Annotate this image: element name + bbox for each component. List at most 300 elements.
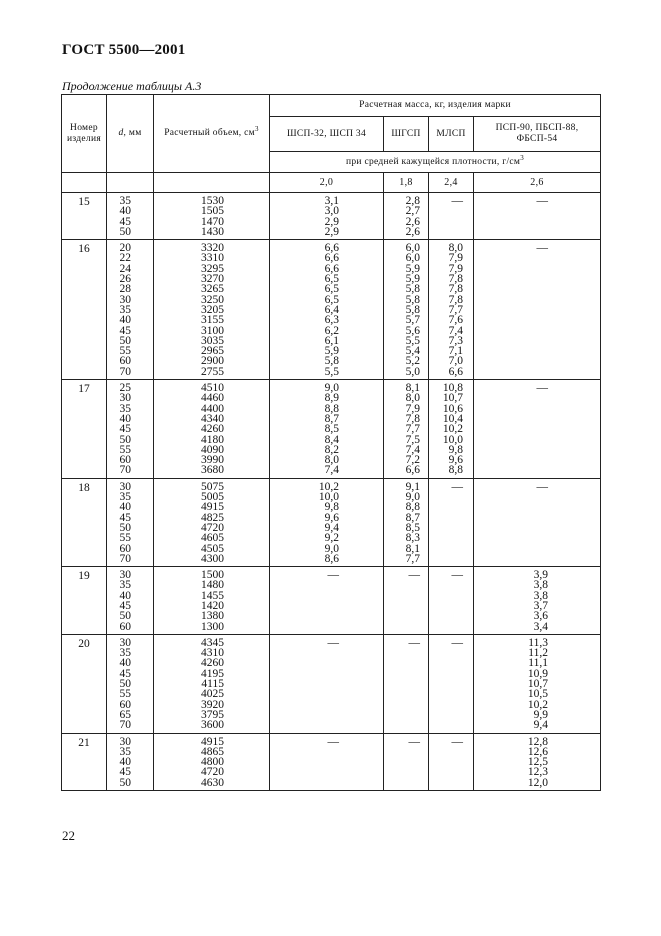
- diameter-value: 50: [119, 776, 131, 789]
- diameter-value: 35: [119, 647, 131, 660]
- volume-value: 4090: [201, 443, 224, 456]
- volume-value: 5075: [201, 480, 224, 493]
- volume-value: 4195: [201, 667, 224, 680]
- header-density: [270, 152, 601, 173]
- mass-shgsp-value: 5,9: [405, 262, 420, 275]
- mass-mlsp-value: —: [451, 636, 463, 649]
- mass-shsp-value: 9,0: [324, 542, 339, 555]
- table-row: [62, 193, 601, 240]
- mass-mlsp-cell: [429, 380, 474, 479]
- mass-mlsp-value: —: [451, 480, 463, 493]
- diameter-value: 35: [119, 195, 131, 207]
- mass-shgsp-value: 7,9: [405, 402, 420, 415]
- volume-cell: [154, 478, 270, 566]
- mass-shsp-value: 7,4: [324, 464, 339, 477]
- mass-mlsp-value: 7,4: [448, 324, 463, 337]
- mass-shgsp-value: 8,8: [405, 501, 420, 514]
- volume-value: 1480: [201, 579, 224, 592]
- diameter-value: 24: [119, 262, 131, 275]
- header-density-2: 1,8: [384, 173, 429, 193]
- volume-value: 3155: [201, 314, 224, 327]
- mass-mlsp-value: 9,6: [448, 454, 463, 467]
- mass-shgsp-value: 8,1: [405, 542, 420, 555]
- volume-cell: [154, 193, 270, 240]
- header-density-4: 2,6: [474, 173, 601, 193]
- mass-shsp-cell: [270, 733, 384, 790]
- volume-value: 4115: [201, 678, 224, 691]
- header-empty-2: [107, 173, 154, 193]
- diameter-value: 70: [119, 719, 131, 732]
- mass-shsp-value: 6,6: [324, 242, 339, 255]
- volume-cell: [154, 634, 270, 733]
- mass-psp-value: —: [536, 242, 548, 255]
- diameter-value: 60: [119, 620, 131, 633]
- header-density-1: 2,0: [270, 173, 384, 193]
- mass-mlsp-value: 9,8: [448, 443, 463, 456]
- mass-shgsp-value: 5,9: [405, 273, 420, 286]
- mass-psp-value: 12,3: [527, 766, 548, 779]
- mass-shsp-value: 8,7: [324, 412, 339, 425]
- mass-shgsp-value: 8,1: [405, 382, 420, 395]
- mass-mlsp-cell: [429, 193, 474, 240]
- page-number: 22: [62, 828, 75, 843]
- header-d: [107, 95, 154, 173]
- mass-shgsp-cell: [384, 478, 429, 566]
- diameter-value: 50: [119, 521, 131, 534]
- mass-shsp-value: 6,2: [324, 324, 339, 337]
- mass-mlsp-cell: [429, 240, 474, 380]
- mass-shgsp-value: 9,1: [405, 480, 420, 493]
- mass-shsp-value: 8,5: [324, 423, 339, 436]
- diameter-cell: [107, 634, 154, 733]
- diameter-value: 28: [119, 283, 131, 296]
- mass-shsp-value: 9,2: [324, 532, 339, 545]
- mass-shsp-value: 6,1: [324, 334, 339, 347]
- diameter-cell: [107, 567, 154, 635]
- mass-shgsp-value: 9,0: [405, 491, 420, 504]
- mass-mlsp-value: 10,8: [442, 382, 463, 395]
- diameter-value: 20: [119, 242, 131, 255]
- mass-shgsp-value: 5,8: [405, 303, 420, 316]
- diameter-value: 50: [119, 433, 131, 446]
- mass-shsp-value: 8,2: [324, 443, 339, 456]
- volume-value: 4310: [201, 647, 224, 660]
- mass-shsp-value: 9,6: [324, 511, 339, 524]
- product-number: 21: [62, 733, 107, 790]
- mass-shgsp-value: 7,7: [405, 552, 420, 565]
- mass-psp-value: 11,2: [528, 647, 548, 660]
- mass-mlsp-value: 7,8: [448, 293, 463, 306]
- header-brand-1: ШСП-32, ШСП 34: [270, 117, 384, 152]
- diameter-cell: [107, 733, 154, 790]
- diameter-value: 55: [119, 688, 131, 701]
- mass-mlsp-value: 7,7: [448, 303, 463, 316]
- mass-mlsp-value: 8,8: [448, 464, 463, 477]
- mass-shgsp-value: 5,2: [405, 355, 420, 368]
- volume-value: 4915: [201, 735, 224, 748]
- mass-shgsp-cell: [384, 634, 429, 733]
- header-volume-sup: 3: [254, 124, 259, 133]
- diameter-value: 30: [119, 569, 131, 582]
- volume-value: 4505: [201, 542, 224, 555]
- diameter-value: 35: [119, 402, 131, 415]
- mass-psp-value: 9,9: [533, 708, 548, 721]
- diameter-cell: [107, 193, 154, 240]
- table-row: [62, 478, 601, 566]
- mass-psp-value: 3,7: [533, 599, 548, 612]
- product-group: [62, 634, 601, 733]
- volume-value: 4300: [201, 552, 224, 565]
- mass-psp-value: 3,9: [533, 569, 548, 582]
- mass-shgsp-value: 5,5: [405, 334, 420, 347]
- mass-shgsp-value: 5,4: [405, 345, 420, 358]
- mass-shsp-cell: [270, 634, 384, 733]
- mass-shsp-value: 6,5: [324, 293, 339, 306]
- diameter-value: 50: [119, 334, 131, 347]
- mass-shsp-cell: [270, 240, 384, 380]
- mass-shsp-value: 6,3: [324, 314, 339, 327]
- mass-psp-cell: [474, 240, 601, 380]
- diameter-value: 50: [119, 678, 131, 691]
- product-number: 16: [62, 240, 107, 380]
- mass-psp-value: 11,1: [528, 657, 548, 670]
- mass-mlsp-cell: [429, 634, 474, 733]
- mass-mlsp-value: 10,7: [442, 392, 463, 405]
- diameter-value: 30: [119, 735, 131, 748]
- mass-mlsp-value: 6,6: [448, 365, 463, 378]
- mass-shgsp-value: 2,6: [405, 215, 420, 228]
- volume-value: 1300: [201, 620, 224, 633]
- mass-shgsp-cell: [384, 733, 429, 790]
- mass-mlsp-value: 7,6: [448, 314, 463, 327]
- mass-psp-value: 12,6: [527, 745, 548, 758]
- product-number: 19: [62, 567, 107, 635]
- mass-shsp-value: 5,9: [324, 345, 339, 358]
- mass-shgsp-value: —: [408, 636, 420, 649]
- volume-value: 4025: [201, 688, 224, 701]
- mass-shsp-cell: [270, 478, 384, 566]
- volume-value: 3270: [201, 273, 224, 286]
- volume-value: 3600: [201, 719, 224, 732]
- mass-mlsp-value: 7,8: [448, 273, 463, 286]
- mass-shgsp-cell: [384, 193, 429, 240]
- diameter-value: 60: [119, 454, 131, 467]
- mass-shsp-cell: [270, 567, 384, 635]
- diameter-value: 35: [119, 303, 131, 316]
- table-row: [62, 733, 601, 790]
- mass-shsp-cell: [270, 380, 384, 479]
- volume-value: 4400: [201, 402, 224, 415]
- mass-mlsp-cell: [429, 733, 474, 790]
- product-group: [62, 733, 601, 790]
- diameter-value: 60: [119, 542, 131, 555]
- mass-psp-value: 3,8: [533, 589, 548, 602]
- product-group: [62, 478, 601, 566]
- mass-shsp-value: —: [327, 735, 339, 748]
- diameter-cell: [107, 380, 154, 479]
- mass-shsp-value: 6,6: [324, 262, 339, 275]
- mass-shgsp-value: 2,6: [405, 225, 420, 238]
- diameter-value: 45: [119, 215, 131, 228]
- header-volume: [154, 95, 270, 173]
- mass-shsp-value: 10,0: [318, 491, 339, 504]
- mass-mlsp-value: 7,3: [448, 334, 463, 347]
- diameter-cell: [107, 478, 154, 566]
- table-row: [62, 634, 601, 733]
- diameter-value: 55: [119, 532, 131, 545]
- mass-mlsp-value: —: [451, 195, 463, 207]
- mass-shgsp-value: 6,0: [405, 252, 420, 265]
- diameter-value: 30: [119, 480, 131, 493]
- mass-mlsp-value: 7,1: [448, 345, 463, 358]
- volume-value: 3680: [201, 464, 224, 477]
- mass-mlsp-value: 10,2: [442, 423, 463, 436]
- mass-psp-cell: [474, 380, 601, 479]
- mass-shsp-value: —: [327, 636, 339, 649]
- mass-psp-value: 12,5: [527, 756, 548, 769]
- header-volume-text: Расчетный объем, см: [164, 128, 255, 138]
- volume-value: 4460: [201, 392, 224, 405]
- product-group: [62, 380, 601, 479]
- mass-psp-value: —: [536, 480, 548, 493]
- volume-value: 5005: [201, 491, 224, 504]
- diameter-value: 45: [119, 766, 131, 779]
- mass-mlsp-cell: [429, 567, 474, 635]
- mass-shgsp-value: 8,7: [405, 511, 420, 524]
- diameter-value: 65: [119, 708, 131, 721]
- volume-value: 3035: [201, 334, 224, 347]
- diameter-value: 35: [119, 579, 131, 592]
- volume-value: 4605: [201, 532, 224, 545]
- volume-value: 4720: [201, 766, 224, 779]
- volume-cell: [154, 240, 270, 380]
- volume-value: 3920: [201, 698, 224, 711]
- volume-value: 1470: [201, 215, 224, 228]
- volume-value: 2900: [201, 355, 224, 368]
- mass-shsp-value: 6,4: [324, 303, 339, 316]
- volume-value: 4865: [201, 745, 224, 758]
- volume-value: 4180: [201, 433, 224, 446]
- diameter-value: 40: [119, 589, 131, 602]
- mass-shgsp-value: 5,0: [405, 365, 420, 378]
- mass-psp-cell: [474, 478, 601, 566]
- volume-value: 1455: [201, 589, 224, 602]
- mass-shsp-value: 8,0: [324, 454, 339, 467]
- mass-shgsp-value: 2,7: [405, 205, 420, 218]
- header-empty-1: [62, 173, 107, 193]
- mass-shsp-value: 5,8: [324, 355, 339, 368]
- mass-psp-value: 3,4: [533, 620, 548, 633]
- mass-shgsp-value: 6,0: [405, 242, 420, 255]
- mass-shsp-value: —: [327, 569, 339, 582]
- mass-shsp-value: 8,4: [324, 433, 339, 446]
- volume-value: 4510: [201, 382, 224, 395]
- mass-shgsp-value: 6,6: [405, 464, 420, 477]
- volume-value: 3265: [201, 283, 224, 296]
- mass-shgsp-value: —: [408, 569, 420, 582]
- mass-mlsp-value: 10,6: [442, 402, 463, 415]
- mass-shgsp-value: —: [408, 735, 420, 748]
- mass-shgsp-value: 7,7: [405, 423, 420, 436]
- mass-shsp-value: 2,9: [324, 225, 339, 238]
- header-empty-3: [154, 173, 270, 193]
- mass-shgsp-value: 7,2: [405, 454, 420, 467]
- diameter-value: 40: [119, 501, 131, 514]
- mass-shsp-value: 3,1: [324, 195, 339, 207]
- diameter-value: 55: [119, 443, 131, 456]
- mass-psp-value: 11,3: [528, 636, 548, 649]
- volume-value: 1420: [201, 599, 224, 612]
- diameter-value: 45: [119, 599, 131, 612]
- mass-shgsp-value: 8,0: [405, 392, 420, 405]
- mass-psp-value: —: [536, 382, 548, 395]
- volume-value: 1430: [201, 225, 224, 238]
- diameter-value: 35: [119, 745, 131, 758]
- mass-shsp-value: 10,2: [318, 480, 339, 493]
- product-group: [62, 567, 601, 635]
- mass-shgsp-cell: [384, 567, 429, 635]
- diameter-value: 22: [119, 252, 131, 265]
- product-group: [62, 193, 601, 240]
- mass-shsp-value: 9,0: [324, 382, 339, 395]
- diameter-value: 45: [119, 423, 131, 436]
- mass-psp-cell: [474, 733, 601, 790]
- table-row: [62, 567, 601, 635]
- diameter-value: 50: [119, 610, 131, 623]
- mass-shsp-value: 8,8: [324, 402, 339, 415]
- header-density-sup: 3: [520, 153, 525, 162]
- product-number: 20: [62, 634, 107, 733]
- mass-shgsp-value: 7,4: [405, 443, 420, 456]
- mass-mlsp-value: —: [451, 735, 463, 748]
- diameter-value: 60: [119, 355, 131, 368]
- volume-value: 2965: [201, 345, 224, 358]
- mass-mlsp-value: —: [451, 569, 463, 582]
- volume-value: 4915: [201, 501, 224, 514]
- document-code: ГОСТ 5500—2001: [62, 42, 186, 58]
- volume-value: 3295: [201, 262, 224, 275]
- diameter-value: 45: [119, 667, 131, 680]
- mass-shsp-value: 6,5: [324, 283, 339, 296]
- mass-psp-cell: [474, 193, 601, 240]
- volume-value: 3205: [201, 303, 224, 316]
- mass-shsp-value: 3,0: [324, 205, 339, 218]
- table-row: [62, 240, 601, 380]
- volume-value: 4825: [201, 511, 224, 524]
- mass-shgsp-value: 8,3: [405, 532, 420, 545]
- header-number: Номер изделия: [62, 95, 107, 173]
- header-d-symbol: d: [118, 128, 124, 138]
- mass-psp-value: —: [536, 195, 548, 207]
- mass-shsp-value: 5,5: [324, 365, 339, 378]
- diameter-value: 40: [119, 756, 131, 769]
- volume-cell: [154, 380, 270, 479]
- mass-psp-value: 3,6: [533, 610, 548, 623]
- volume-value: 1500: [201, 569, 224, 582]
- header-d-unit: , мм: [123, 128, 142, 138]
- mass-psp-value: 9,4: [533, 719, 548, 732]
- volume-value: 3990: [201, 454, 224, 467]
- diameter-value: 25: [119, 382, 131, 395]
- volume-value: 3320: [201, 242, 224, 255]
- mass-shgsp-value: 7,8: [405, 412, 420, 425]
- mass-shsp-value: 8,9: [324, 392, 339, 405]
- mass-psp-cell: [474, 634, 601, 733]
- mass-shgsp-cell: [384, 380, 429, 479]
- diameter-value: 30: [119, 392, 131, 405]
- diameter-value: 40: [119, 657, 131, 670]
- mass-shgsp-value: 5,8: [405, 283, 420, 296]
- mass-mlsp-value: 8,0: [448, 242, 463, 255]
- volume-value: 2755: [201, 365, 224, 378]
- diameter-value: 40: [119, 205, 131, 218]
- mass-shgsp-value: 5,8: [405, 293, 420, 306]
- mass-psp-value: 3,8: [533, 579, 548, 592]
- volume-value: 3795: [201, 708, 224, 721]
- product-number: 17: [62, 380, 107, 479]
- mass-psp-value: 10,2: [527, 698, 548, 711]
- mass-psp-value: 12,0: [527, 776, 548, 789]
- product-number: 15: [62, 193, 107, 240]
- header-brand-3: МЛСП: [429, 117, 474, 152]
- volume-value: 1505: [201, 205, 224, 218]
- diameter-value: 55: [119, 345, 131, 358]
- mass-shgsp-cell: [384, 240, 429, 380]
- diameter-value: 60: [119, 698, 131, 711]
- mass-mlsp-value: 7,9: [448, 252, 463, 265]
- mass-mlsp-value: 7,8: [448, 283, 463, 296]
- mass-table: [61, 94, 601, 791]
- diameter-cell: [107, 240, 154, 380]
- diameter-value: 70: [119, 365, 131, 378]
- volume-value: 4720: [201, 521, 224, 534]
- volume-value: 4260: [201, 657, 224, 670]
- volume-value: 4800: [201, 756, 224, 769]
- volume-value: 4345: [201, 636, 224, 649]
- volume-value: 4340: [201, 412, 224, 425]
- header-density-text: при средней кажущейся плотности, г/см: [345, 156, 521, 167]
- diameter-value: 26: [119, 273, 131, 286]
- volume-cell: [154, 567, 270, 635]
- volume-value: 3250: [201, 293, 224, 306]
- mass-mlsp-value: 10,4: [442, 412, 463, 425]
- mass-psp-value: 10,9: [527, 667, 548, 680]
- volume-value: 1380: [201, 610, 224, 623]
- table-caption: Продолжение таблицы А.3: [62, 79, 202, 93]
- volume-value: 4630: [201, 776, 224, 789]
- diameter-value: 70: [119, 464, 131, 477]
- mass-psp-value: 12,8: [527, 735, 548, 748]
- volume-value: 3100: [201, 324, 224, 337]
- table-row: [62, 380, 601, 479]
- table-header: [62, 95, 601, 193]
- mass-shsp-cell: [270, 193, 384, 240]
- mass-shgsp-value: 7,5: [405, 433, 420, 446]
- mass-shgsp-value: 5,7: [405, 314, 420, 327]
- mass-shgsp-value: 5,6: [405, 324, 420, 337]
- header-mass: Расчетная масса, кг, изделия марки: [270, 95, 601, 117]
- mass-shsp-value: 9,8: [324, 501, 339, 514]
- diameter-value: 45: [119, 324, 131, 337]
- volume-value: 3310: [201, 252, 224, 265]
- product-number: 18: [62, 478, 107, 566]
- mass-mlsp-value: 10,0: [442, 433, 463, 446]
- mass-shgsp-value: 2,8: [405, 195, 420, 207]
- mass-psp-cell: [474, 567, 601, 635]
- header-brand-2: ШГСП: [384, 117, 429, 152]
- mass-mlsp-value: 7,9: [448, 262, 463, 275]
- volume-cell: [154, 733, 270, 790]
